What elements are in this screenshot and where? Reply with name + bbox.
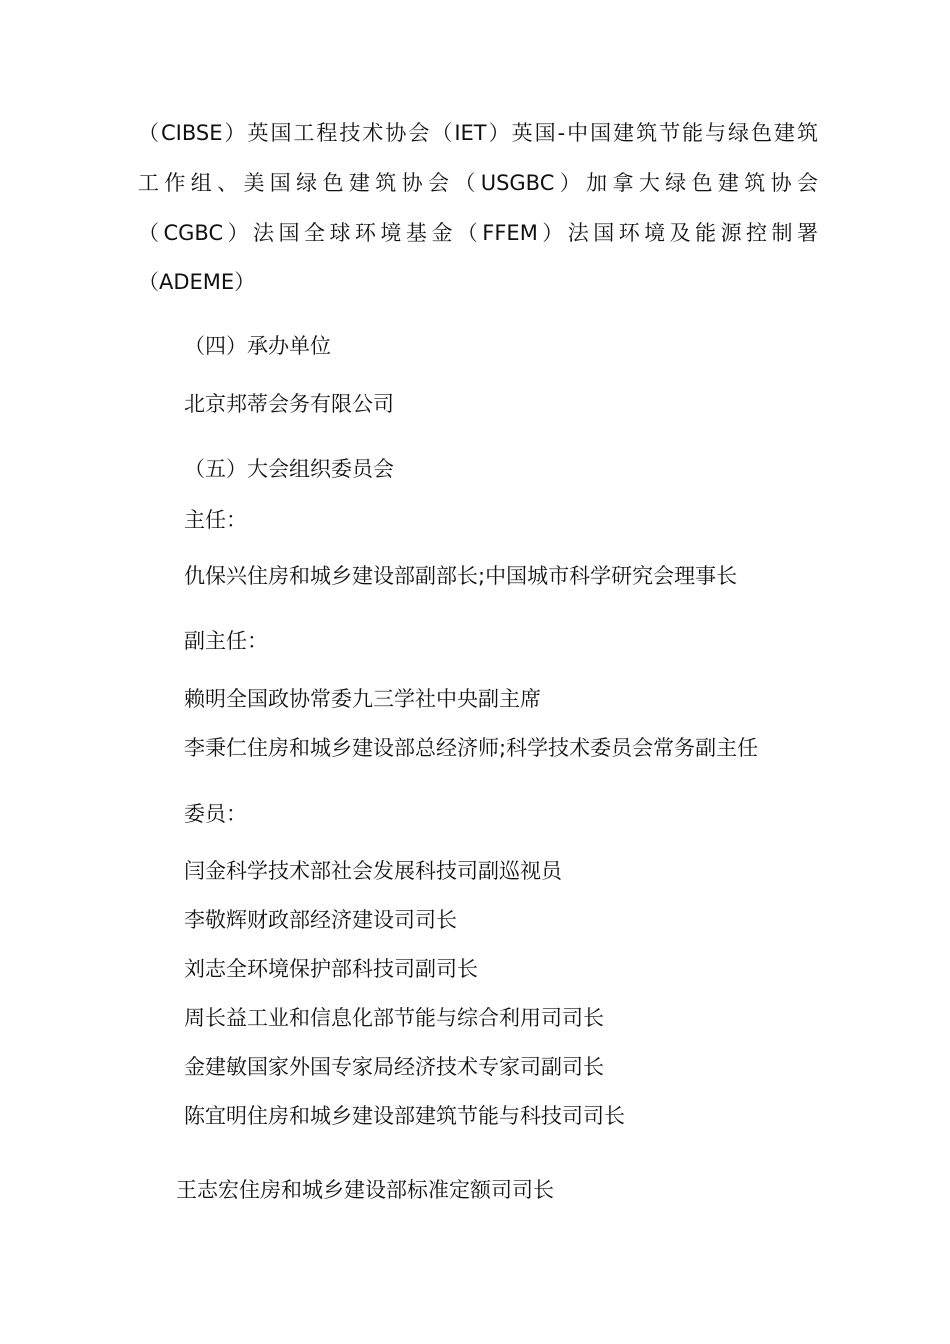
intro-line-2: 工作组、美国绿色建筑协会（USGBC）加拿大绿色建筑协会 <box>138 171 818 195</box>
organizer-name: 北京邦蒂会务有限公司 <box>184 392 394 416</box>
section5-heading: （五）大会组织委员会 <box>184 457 394 481</box>
member-entry: 闫金科学技术部社会发展科技司副巡视员 <box>184 859 562 883</box>
director-label: 主任： <box>184 508 247 532</box>
member-entry: 周长益工业和信息化部节能与综合利用司司长 <box>184 1006 604 1030</box>
member-entry: 刘志全环境保护部科技司副司长 <box>184 957 478 981</box>
deputy-label: 副主任： <box>184 629 268 653</box>
members-label: 委员： <box>184 802 247 826</box>
section4-heading: （四）承办单位 <box>184 334 331 358</box>
deputy-entry: 赖明全国政协常委九三学社中央副主席 <box>184 687 541 711</box>
director-entry: 仇保兴住房和城乡建设部副部长;中国城市科学研究会理事长 <box>184 564 738 588</box>
intro-line-4: （ADEME） <box>138 270 256 294</box>
member-entry: 李敬辉财政部经济建设司司长 <box>184 908 457 932</box>
deputy-entry: 李秉仁住房和城乡建设部总经济师;科学技术委员会常务副主任 <box>184 736 759 760</box>
member-entry: 王志宏住房和城乡建设部标准定额司司长 <box>176 1178 554 1202</box>
member-entry: 金建敏国家外国专家局经济技术专家司副司长 <box>184 1055 604 1079</box>
intro-line-1: （CIBSE）英国工程技术协会（IET）英国-中国建筑节能与绿色建筑 <box>138 121 818 145</box>
member-entry: 陈宜明住房和城乡建设部建筑节能与科技司司长 <box>184 1104 625 1128</box>
intro-line-3: （CGBC）法国全球环境基金（FFEM）法国环境及能源控制署 <box>138 221 818 245</box>
